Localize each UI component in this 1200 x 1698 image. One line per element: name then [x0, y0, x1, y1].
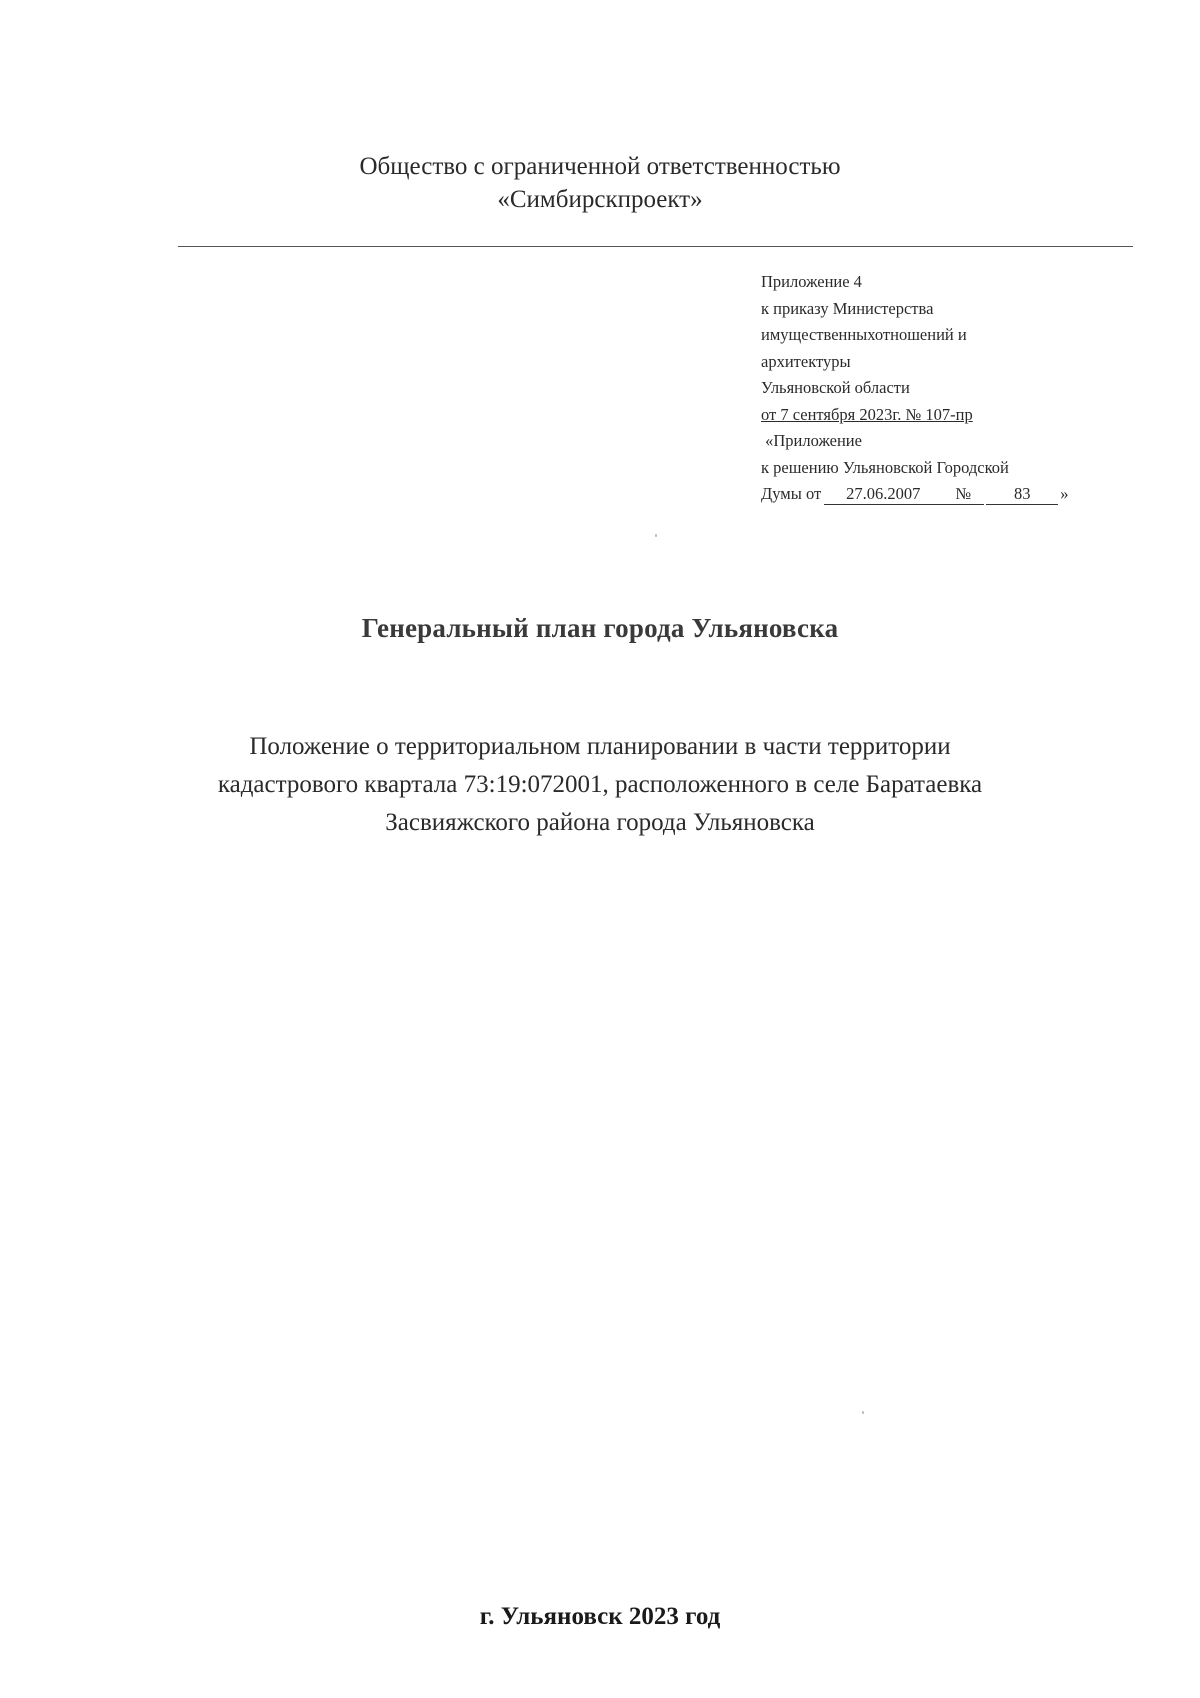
header-divider — [178, 246, 1133, 247]
approval-line-original-appendix: «Приложение — [761, 431, 862, 450]
approval-line-order: к приказу Министерства — [761, 298, 934, 318]
organization-name: Общество с ограниченной ответственностью — [359, 153, 841, 180]
subtitle-line-1: Положение о территориальном планировании в части территории — [249, 733, 951, 760]
subtitle-line-3: Засвияжского района города Ульяновска — [385, 809, 815, 836]
duma-prefix: Думы от — [761, 484, 822, 503]
scan-speck — [655, 534, 657, 537]
approval-line-order-date: от 7 сентября 2023г. № 107-пр — [761, 404, 973, 424]
organization-brand: «Симбирскпроект» — [497, 186, 703, 213]
scan-speck — [862, 1411, 864, 1414]
approval-line-ministry: имущественныхотношений и — [761, 325, 967, 344]
approval-block — [761, 269, 1141, 508]
duma-closing-quote: » — [1060, 484, 1069, 503]
duma-number-sign: № — [942, 484, 984, 505]
organization-header — [0, 150, 1200, 216]
approval-line-region: Ульяновской области — [761, 378, 910, 397]
duma-number: 83 — [986, 484, 1058, 505]
approval-line-architecture: архитектуры — [761, 351, 851, 371]
duma-date: 27.06.2007 — [824, 484, 942, 505]
document-subtitle — [0, 728, 1200, 842]
city-year-footer: г. Ульяновск 2023 год — [479, 1603, 721, 1630]
document-title: Генеральный план города Ульяновска — [361, 613, 839, 643]
approval-line-decision: к решению Ульяновской Городской — [761, 457, 1009, 477]
approval-line-appendix: Приложение 4 — [761, 272, 862, 291]
subtitle-line-2: кадастрового квартала 73:19:072001, расположенного в селе Баратаевка — [217, 771, 983, 798]
approval-line-duma — [761, 481, 1141, 508]
